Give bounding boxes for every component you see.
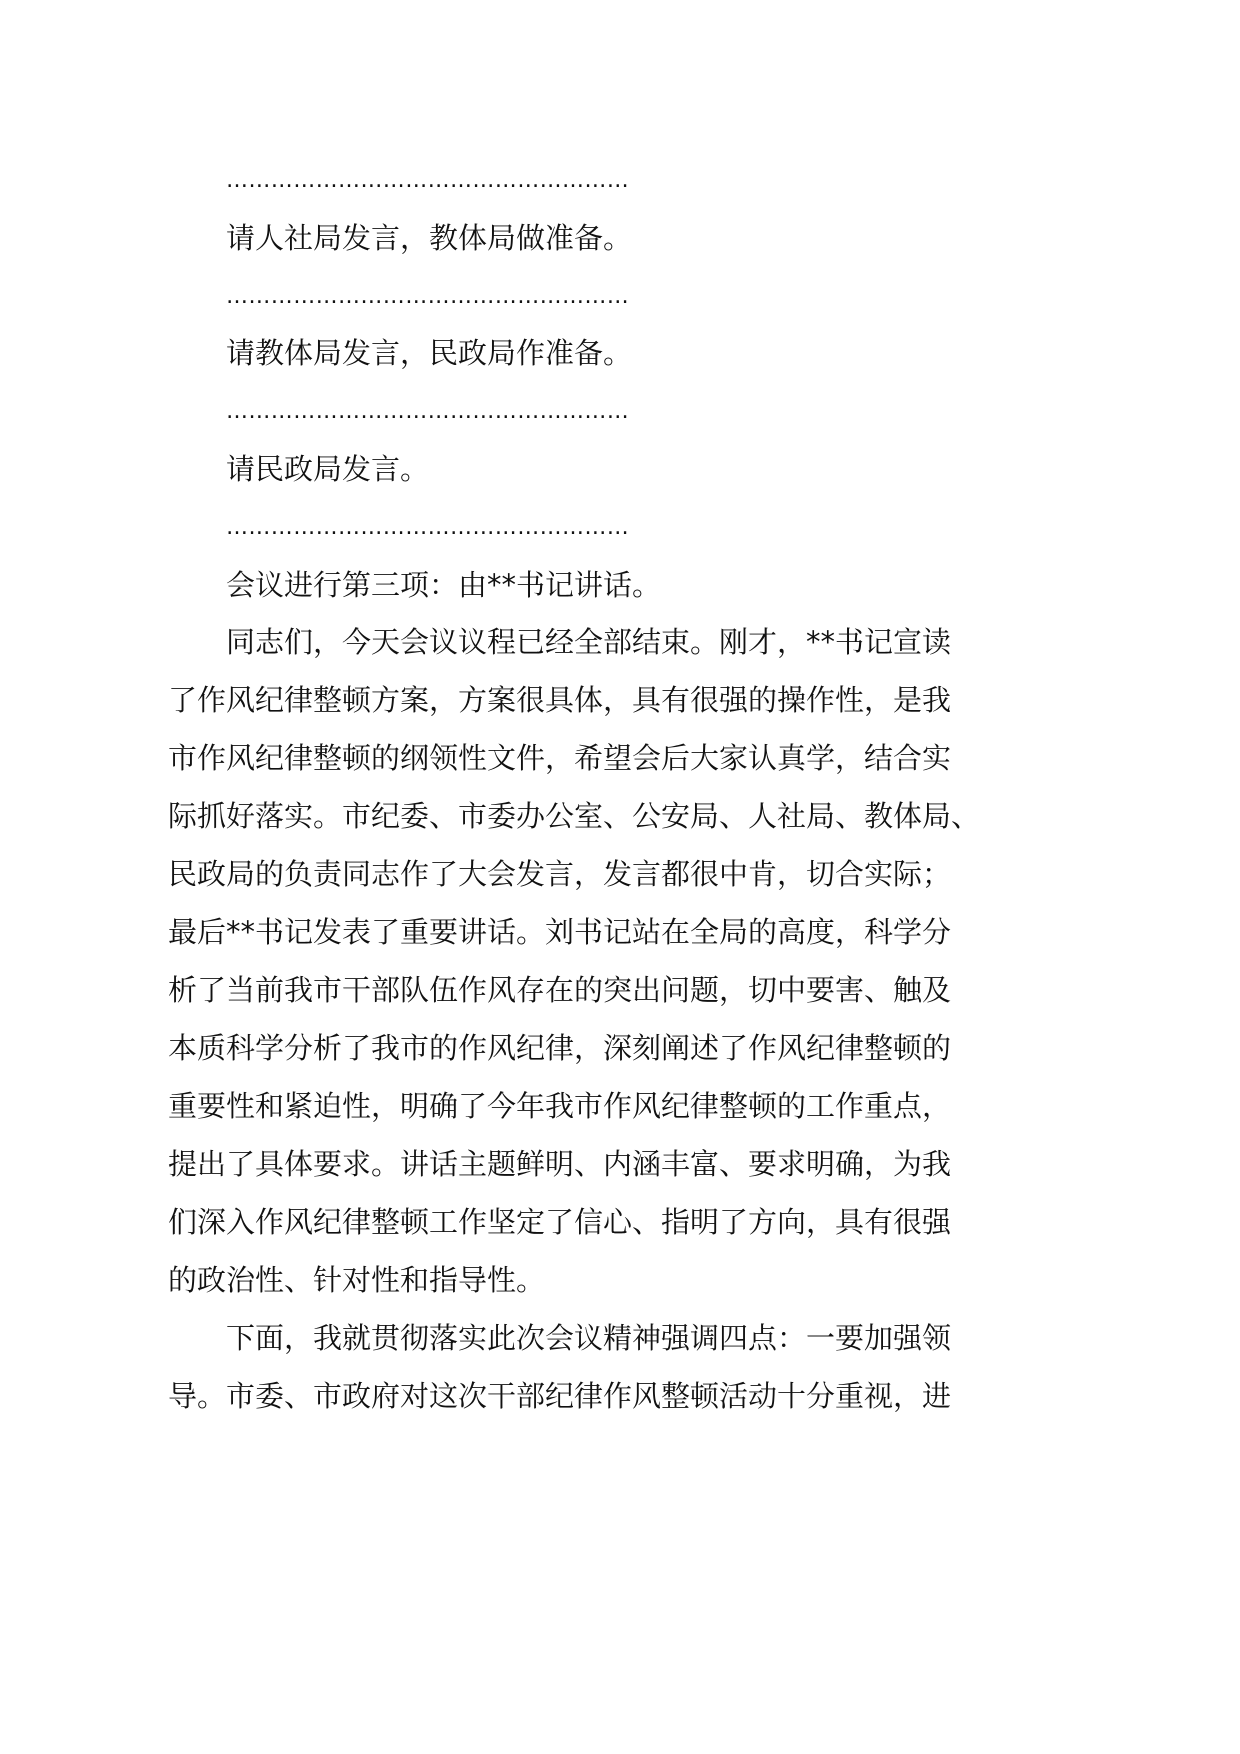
text-line: 请人社局发言，教体局做准备。 — [226, 221, 633, 255]
paragraph-line: 际抓好落实。市纪委、市委办公室、公安局、人社局、教体局、 — [168, 799, 981, 833]
ellipsis-line: ……………………………………………… — [226, 168, 630, 193]
paragraph-line: 导。市委、市政府对这次干部纪律作风整顿活动十分重视，进 — [168, 1379, 952, 1413]
ellipsis-line: ……………………………………………… — [226, 515, 630, 540]
text-line: 请民政局发言。 — [226, 452, 430, 486]
paragraph-line: 民政局的负责同志作了大会发言，发言都很中肯，切合实际； — [168, 857, 952, 891]
paragraph-line: 本质科学分析了我市的作风纪律，深刻阐述了作风纪律整顿的 — [168, 1031, 952, 1065]
paragraph-line: 下面，我就贯彻落实此次会议精神强调四点：一要加强领 — [226, 1321, 952, 1355]
paragraph-line: 析了当前我市干部队伍作风存在的突出问题，切中要害、触及 — [168, 973, 952, 1007]
paragraph-line: 市作风纪律整顿的纲领性文件，希望会后大家认真学，结合实 — [168, 741, 952, 775]
paragraph-line: 了作风纪律整顿方案，方案很具体，具有很强的操作性，是我 — [168, 683, 952, 717]
text-line: 会议进行第三项：由**书记讲话。 — [226, 568, 662, 602]
paragraph-line: 同志们，今天会议议程已经全部结束。刚才，**书记宣读 — [226, 625, 952, 659]
paragraph-line: 们深入作风纪律整顿工作坚定了信心、指明了方向，具有很强 — [168, 1205, 952, 1239]
ellipsis-line: ……………………………………………… — [226, 284, 630, 309]
paragraph-line: 提出了具体要求。讲话主题鲜明、内涵丰富、要求明确，为我 — [168, 1147, 952, 1181]
paragraph-line: 重要性和紧迫性，明确了今年我市作风纪律整顿的工作重点， — [168, 1089, 952, 1123]
ellipsis-line: ……………………………………………… — [226, 399, 630, 424]
text-line: 请教体局发言，民政局作准备。 — [226, 336, 633, 370]
paragraph-line: 的政治性、针对性和指导性。 — [168, 1263, 546, 1297]
paragraph-line: 最后**书记发表了重要讲话。刘书记站在全局的高度，科学分 — [168, 915, 952, 949]
